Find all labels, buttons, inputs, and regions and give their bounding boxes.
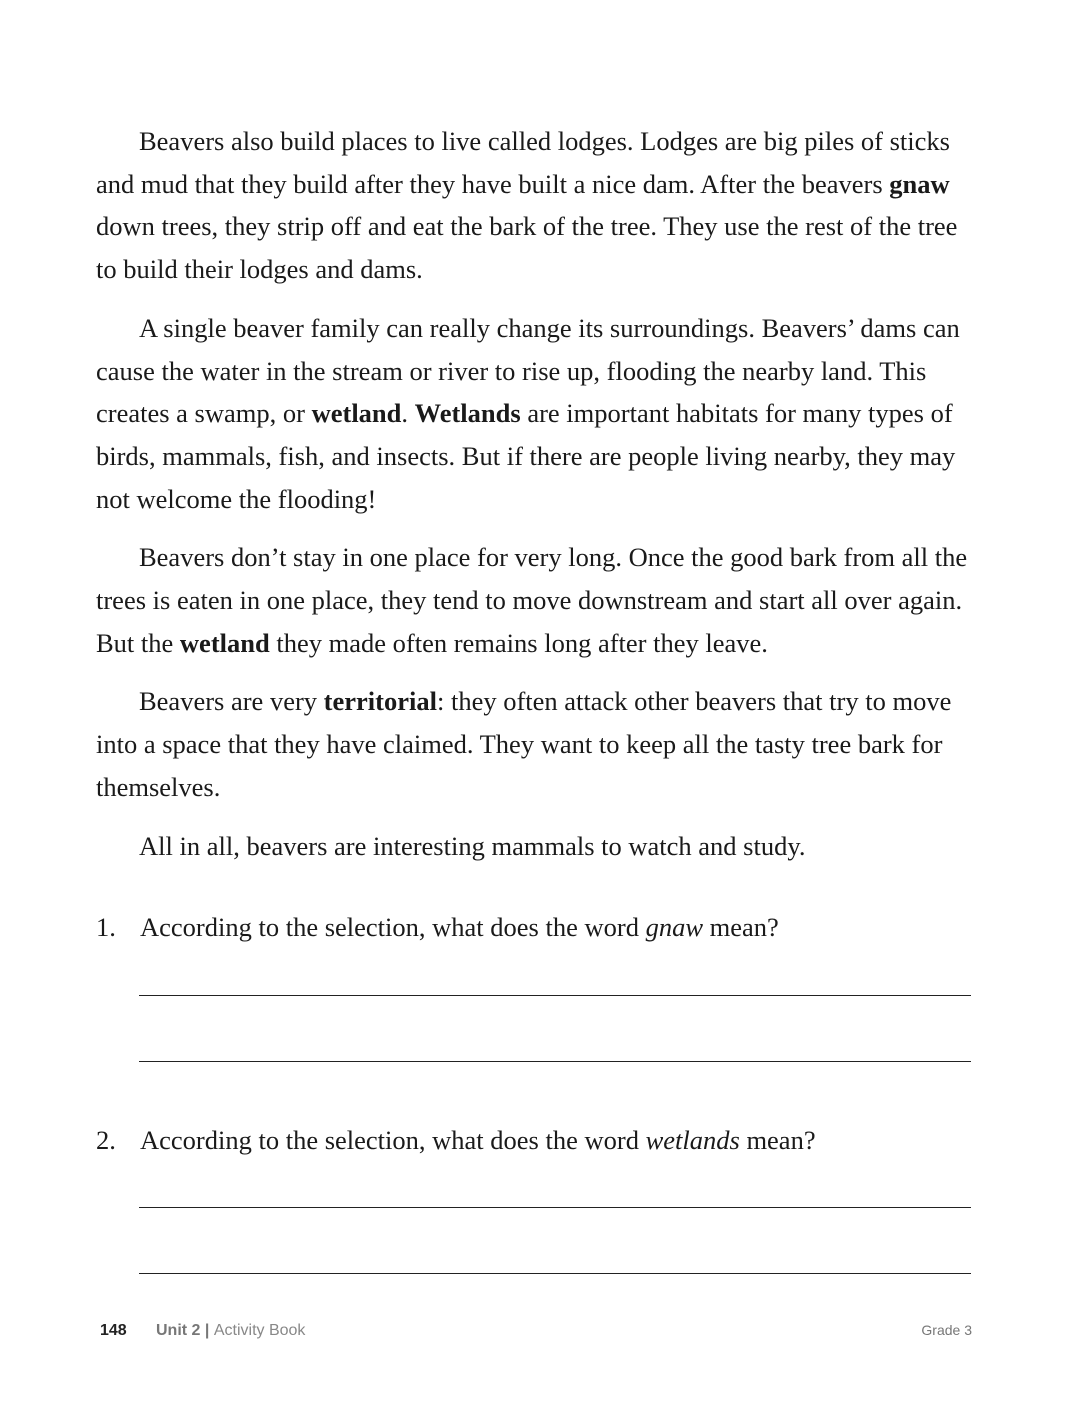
vocabulary-word: territorial [323,686,437,717]
question-keyword: gnaw [645,912,704,942]
question-text: According to the selection, what does the word gnaw mean? [140,912,779,942]
paragraph-text: Beavers don’t stay in one place for very long. Once the good bark from all the trees is eaten in one place, they tend to move downstream and start all over again. But the [96,542,968,658]
book-title: Activity Book [213,1322,306,1339]
passage-paragraph [96,120,976,291]
answer-line-2b[interactable] [139,1273,971,1274]
paragraph-text: Beavers are very [139,686,324,717]
unit-label: Unit 2 | Activity Book [156,1322,306,1339]
passage-paragraph [96,680,976,808]
paragraph-text: All in all, beavers are interesting mammals to watch and study. [139,830,806,861]
paragraph-text: : they often attack other beavers that try to move into a space that they have claimed. They want to keep all the tasty tree bark for themselves. [96,686,952,802]
page-number: 148 [100,1322,127,1339]
question-text: According to the selection, what does the word wetlands mean? [140,1125,816,1155]
question-number: 2. [96,1125,116,1155]
vocabulary-word: wetland [311,398,402,429]
paragraph-text: A single beaver family can really change its surroundings. Beavers’ dams can cause the water in the stream or river to rise up, flooding the nearby land. This creates a swamp, or [96,312,960,429]
vocabulary-word: gnaw [889,168,950,199]
paragraph-text: down trees, they strip off and eat the bark of the tree. They use the rest of the tree to build their lodges and dams. [96,211,958,285]
passage-paragraph [96,536,976,664]
passage-paragraph [96,825,976,868]
page-footer [100,1322,972,1350]
paragraph-text: they made often remains long after they leave. [269,627,768,658]
vocabulary-word: wetland [179,627,270,658]
paragraph-text: Beavers also build places to live called lodges. Lodges are big piles of sticks and mud that they build after they have built a nice dam. After the beavers [96,126,950,199]
vocabulary-word: Wetlands [414,398,521,429]
answer-line-1a[interactable] [139,995,971,996]
reading-passage [96,120,976,883]
grade-label: Grade 3 [921,1322,972,1338]
answer-line-2a[interactable] [139,1207,971,1208]
answer-line-1b[interactable] [139,1061,971,1062]
paragraph-text: . [401,398,415,429]
question-keyword: wetlands [645,1125,740,1155]
question-number: 1. [96,912,116,942]
paragraph-text: are important habitats for many types of birds, mammals, fish, and insects. But if there are people living nearby, they may not welcome the flooding! [96,398,956,514]
passage-paragraph [96,307,976,521]
